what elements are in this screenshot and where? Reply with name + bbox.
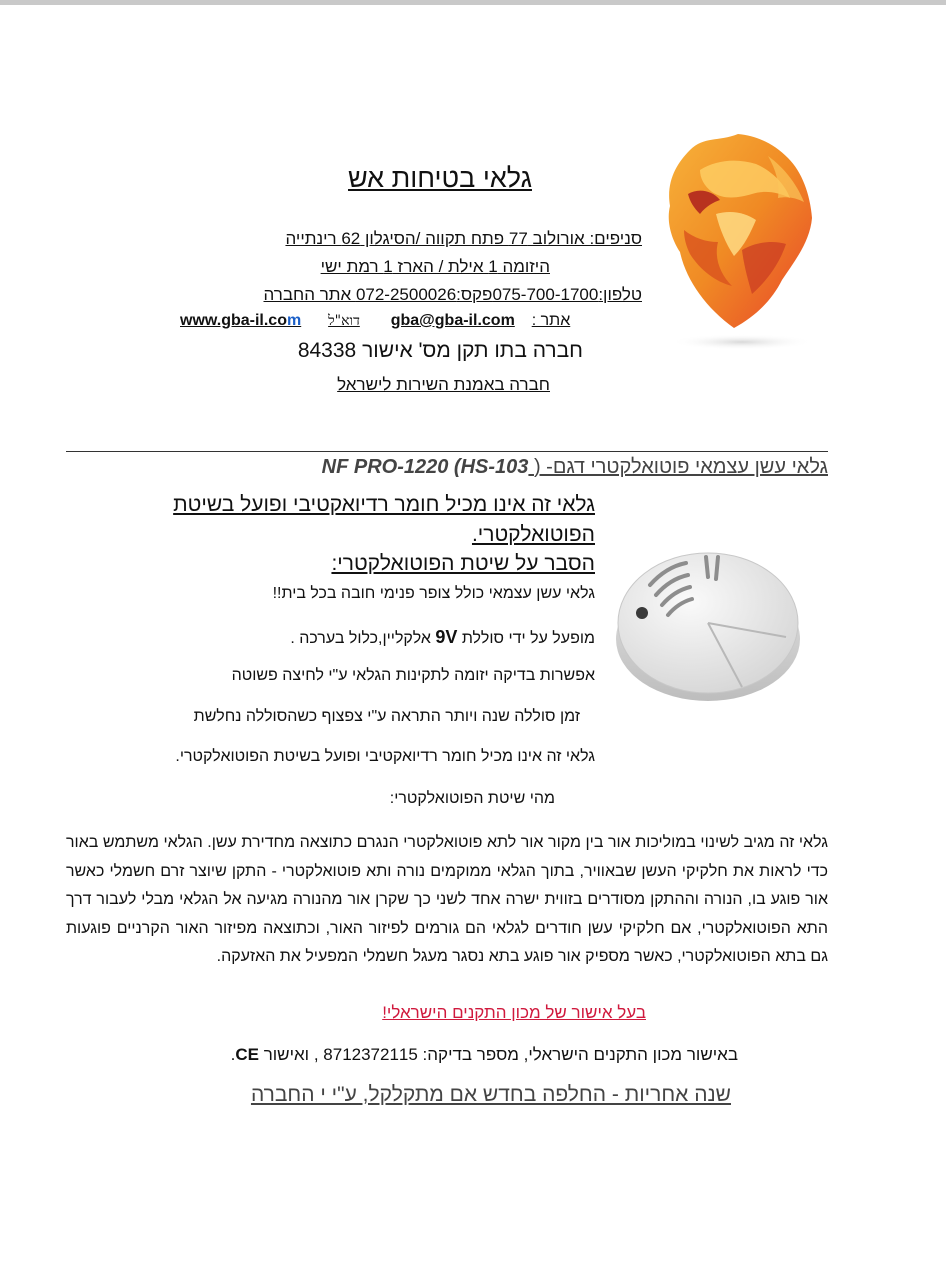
website-link[interactable]: www.gba-il.com [180, 312, 302, 329]
service-trust-line: חברה באמנת השירות לישראל [337, 375, 550, 394]
feature-item-1: גלאי עשן עצמאי כולל צופר פנימי חובה בכל בית!! [272, 585, 595, 602]
company-title: גלאי בטיחות אש [348, 163, 532, 193]
feature-item-2: מופעל על ידי סוללת 9V אלקליין,כלול בערכה . [290, 627, 595, 647]
warranty-line: שנה אחריות - החלפה בחדש אם מתקלקל, ע"י י החברה [250, 1083, 731, 1106]
feature-item-4: זמן סוללה שנה ויותר התראה ע"י צפצוף כשהסוללה נחלשת [193, 708, 580, 725]
email-link[interactable]: gba@gba-il.com [390, 312, 515, 329]
method-paragraph: גלאי זה מגיב לשינוי במוליכות אור בין מקור אור לתא פוטואלקטרי הנגרם כתוצאה מחדירת עשן. הגלאי משתמש באור כדי לראות את חלקיקי העשן שבאוויר, בתוך הגלאי ממוקמים נורה ותא פוטואלקטרי - התקן שיוצר זרם חשמלי כאשר אור פוגע בו, הנורה וההתקן מסודרים בזווית ישרה אחד לשני כך שקרן אור מהנורה מגיעה אל הגלאי מבלי לעבור דרך התא הפוטואלקטרי, אם חלקיקי עשן חודרים לגלאי הם גורמים לפיזור האור, וכתוצאה מפיזור האור הקרניים פוגעות גם בתא הפוטואלקטרי, כאשר מספיק אור פוגע בתא נסגר מעגל חשמלי המפעיל את האזעקה. [66, 834, 828, 965]
lion-head-icon [660, 130, 820, 360]
section-divider [66, 451, 828, 452]
test-approval-line: באישור מכון התקנים הישראלי, מספר בדיקה: 8712372115 , ואישור CE. [230, 1045, 738, 1064]
contact-row [180, 312, 642, 330]
explain-title: הסבר על שיטת הפוטואלקטרי: [331, 552, 595, 575]
feature-item-5: גלאי זה אינו מכיל חומר רדיואקטיבי ופועל בשיטת הפוטואלקטרי. [175, 748, 595, 765]
standards-approval-link[interactable]: בעל אישור של מכון התקנים הישראלי! [382, 1003, 646, 1022]
phone-line: טלפון:075-700-1700פקס:072-2500026 אתר החברה [263, 285, 642, 304]
email-label: דוא"ל [328, 313, 360, 329]
product-model: NF PRO-1220 (HS-103 [321, 456, 529, 478]
smoke-detector-icon [606, 527, 806, 707]
product-headline: גלאי זה אינו מכיל חומר רדיואקטיבי ופועל בשיטת הפוטואלקטרי. [173, 493, 595, 546]
site-label: אתר : [531, 312, 571, 329]
method-title: מהי שיטת הפוטואלקטרי: [389, 790, 555, 807]
product-type-label: גלאי עשן עצמאי פוטואלקטרי דגם- ( [533, 456, 828, 478]
branches-line-2: היזומה 1 אילת / הארז 1 רמת ישי [320, 257, 550, 276]
license-line: חברה בתו תקן מס' אישור 84338 [297, 339, 583, 362]
feature-item-3: אפשרות בדיקה יזומה לתקינות הגלאי ע"י לחיצה פשוטה [231, 667, 595, 684]
product-model-line [230, 456, 828, 479]
branches-line-1: סניפים: אורולוב 77 פתח תקווה /הסיגלון 62 רינתייה [285, 229, 642, 248]
